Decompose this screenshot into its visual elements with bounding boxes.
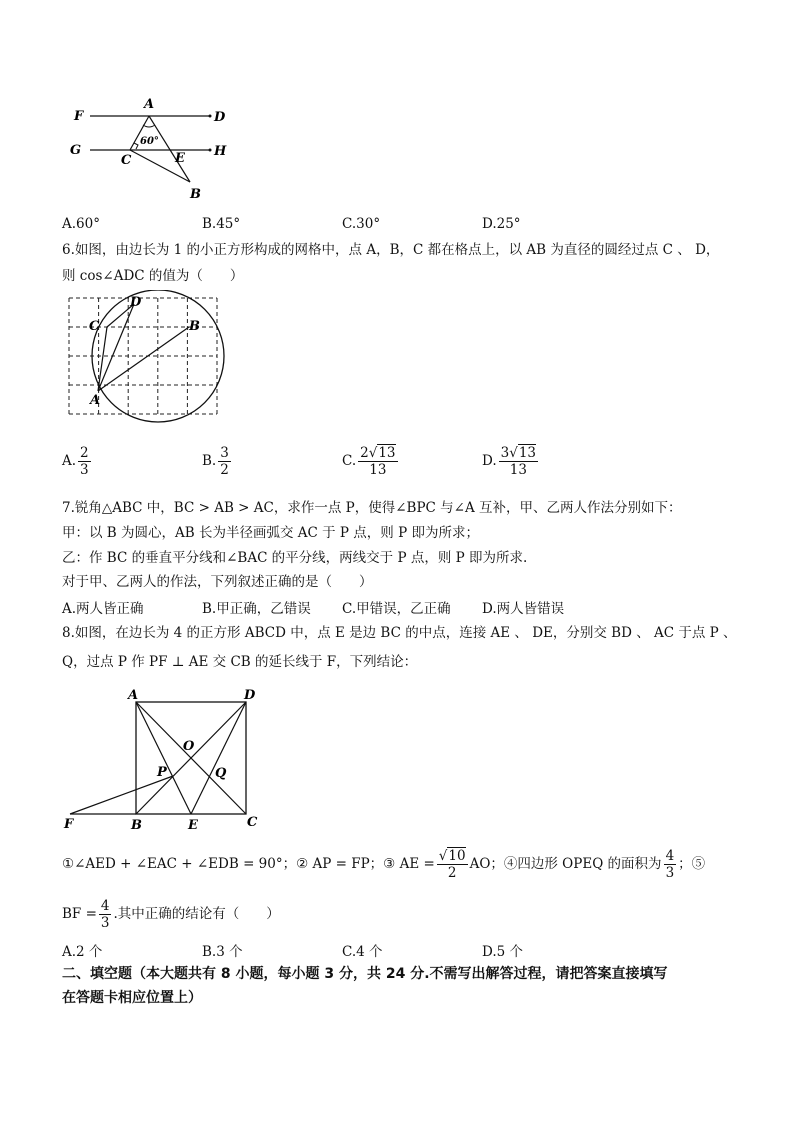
grid-label-C: C: [89, 319, 100, 334]
section-2-heading-line1: 二、填空题（本大题共有 8 小题，每小题 3 分，共 24 分.不需写出解答过程，请把答案直接填写: [62, 966, 668, 982]
q7-option-b: B.甲正确，乙错误: [202, 601, 311, 617]
sq-label-C: C: [247, 815, 258, 830]
sq-label-F: F: [64, 817, 74, 832]
q5-option-c: C.30°: [342, 216, 381, 232]
q7-option-a: A.两人皆正确: [62, 601, 144, 617]
label-F: F: [74, 109, 84, 124]
q6-stem-line1: 6.如图，由边长为 1 的小正方形构成的网格中，点 A，B，C 都在格点上，以 AB 为直径的圆经过点 C 、 D，: [62, 242, 720, 258]
q6-option-d: D. $\frac{3√13}{13}$: [482, 445, 537, 478]
sq-label-A: A: [128, 688, 139, 703]
q8-statements: ①∠AED + ∠EAC + ∠EDB = 90°；② AP = FP；③ AE = $\frac{√10}{2}$ AO；④四边形 OPEQ 的面积为 $\frac{4}{3}$ ；⑤: [62, 848, 706, 881]
q6-stem-line2: 则 cos∠ADC 的值为（ ）: [62, 268, 244, 284]
label-G: G: [70, 143, 82, 158]
q8-option-d: D.5 个: [482, 944, 524, 960]
label-C: C: [121, 153, 132, 168]
q6-option-a: A. $\frac{2}{3}$: [62, 445, 89, 478]
sq-label-O: O: [183, 739, 195, 754]
q7-stem-line1: 7.锐角△ABC 中，BC > AB > AC，求作一点 P，使得∠BPC 与∠A 互补，甲、乙两人作法分别如下：: [62, 500, 682, 516]
sq-label-Q: Q: [215, 766, 227, 781]
label-E: E: [175, 151, 185, 166]
q7-stem-line4: 对于甲、乙两人的作法，下列叙述正确的是（ ）: [62, 574, 373, 590]
figure-grid-circle: [62, 290, 232, 430]
q7-option-d: D.两人皆错误: [482, 601, 565, 617]
q7-stem-line2: 甲：以 B 为圆心，AB 长为半径画弧交 AC 于 P 点，则 P 即为所求；: [62, 525, 479, 541]
angle-60-label: 60°: [140, 136, 159, 147]
grid-label-B: B: [189, 319, 200, 334]
q8-bf-line: BF = $\frac{4}{3}$ .其中正确的结论有（ ）: [62, 898, 280, 931]
q5-option-d: D.25°: [482, 216, 521, 232]
figure-square: [60, 684, 270, 832]
label-B: B: [190, 187, 201, 202]
label-H: H: [214, 144, 227, 159]
q8-option-c: C.4 个: [342, 944, 383, 960]
q6-option-b: B. $\frac{3}{2}$: [202, 445, 229, 478]
q8-option-b: B.3 个: [202, 944, 243, 960]
label-A: A: [144, 97, 155, 112]
sq-label-P: P: [157, 765, 167, 780]
q6-option-c: C. $\frac{2√13}{13}$: [342, 445, 396, 478]
q8-stem-line1: 8.如图，在边长为 4 的正方形 ABCD 中，点 E 是边 BC 的中点，连接 AE 、 DE，分别交 BD 、 AC 于点 P 、: [62, 625, 737, 641]
grid-label-A: A: [90, 393, 101, 408]
q5-option-b: B.45°: [202, 216, 241, 232]
q7-stem-line3: 乙：作 BC 的垂直平分线和∠BAC 的平分线，两线交于 P 点，则 P 即为所求.: [62, 550, 528, 566]
label-D: D: [214, 110, 226, 125]
sq-label-B: B: [131, 818, 142, 832]
q8-option-a: A.2 个: [62, 944, 103, 960]
q5-option-a: A.60°: [62, 216, 100, 232]
sq-label-D: D: [244, 688, 256, 703]
grid-label-D: D: [130, 295, 142, 310]
sq-label-E: E: [188, 818, 198, 832]
section-2-heading-line2: 在答题卡相应位置上）: [62, 990, 202, 1006]
figure-parallel-lines: [60, 92, 240, 204]
q7-option-c: C.甲错误，乙正确: [342, 601, 451, 617]
q8-stem-line2: Q，过点 P 作 PF ⊥ AE 交 CB 的延长线于 F，下列结论：: [62, 654, 418, 670]
